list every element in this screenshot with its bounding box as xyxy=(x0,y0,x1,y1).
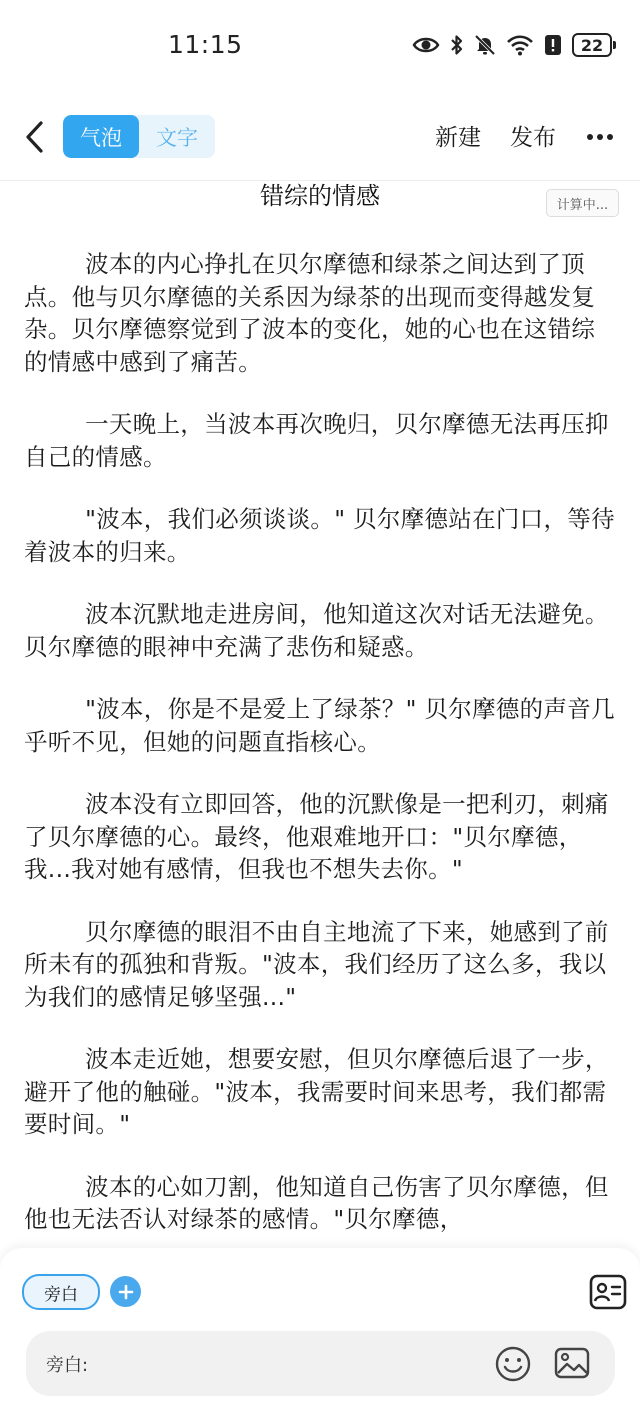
publish-button[interactable]: 发布 xyxy=(510,125,556,151)
eye-icon xyxy=(412,35,440,55)
top-toolbar xyxy=(0,95,640,181)
image-button[interactable] xyxy=(553,1344,591,1382)
status-icons xyxy=(412,33,616,57)
alert-icon xyxy=(544,34,562,56)
article-title: 错综的情感 xyxy=(260,182,380,210)
article-paragraph: 波本的内心挣扎在贝尔摩德和绿茶之间达到了顶点。他与贝尔摩德的关系因为绿茶的出现而变得越发复杂。贝尔摩德察觉到了波本的变化，她的心也在这错综的情感中感到了痛苦。 xyxy=(24,250,596,376)
article-body[interactable] xyxy=(24,248,618,1248)
word-count-badge: 计算中... xyxy=(546,189,619,217)
battery-level: 22 xyxy=(572,33,612,57)
back-button[interactable] xyxy=(14,115,54,159)
wifi-icon xyxy=(506,34,534,56)
plus-icon xyxy=(118,1284,134,1300)
status-bar xyxy=(0,0,640,95)
back-arrow-icon xyxy=(23,120,45,154)
contacts-icon xyxy=(588,1272,628,1312)
article-paragraph: 波本沉默地走进房间，他知道这次对话无法避免。贝尔摩德的眼神中充满了悲伤和疑惑。 xyxy=(24,600,609,661)
mode-text-button[interactable]: 文字 xyxy=(156,125,198,150)
bluetooth-icon xyxy=(450,34,464,56)
input-role-label: 旁白: xyxy=(46,1355,89,1376)
add-role-button[interactable] xyxy=(110,1276,141,1307)
contacts-button[interactable] xyxy=(588,1272,628,1312)
article-paragraph: "波本，你是不是爱上了绿茶？" 贝尔摩德的声音几乎听不见，但她的问题直指核心。 xyxy=(24,695,615,756)
article-paragraph: 波本没有立即回答，他的沉默像是一把利刃，刺痛了贝尔摩德的心。最终，他艰难地开口："贝尔摩德，我...我对她有感情，但我也不想失去你。" xyxy=(24,790,609,883)
article-paragraph: 贝尔摩德的眼泪不由自主地流了下来，她感到了前所未有的孤独和背叛。"波本，我们经历了这么多，我以为我们的感情足够坚强..." xyxy=(24,917,609,1011)
more-icon xyxy=(586,133,614,141)
article-paragraph: "波本，我们必须谈谈。" 贝尔摩德站在门口，等待着波本的归来。 xyxy=(24,505,615,566)
new-button[interactable]: 新建 xyxy=(435,125,481,151)
role-chip-narration[interactable]: 旁白 xyxy=(22,1274,100,1310)
article-paragraph: 波本的心如刀割，他知道自己伤害了贝尔摩德，但他也无法否认对绿茶的感情。"贝尔摩德， xyxy=(24,1172,609,1233)
status-time: 11:15 xyxy=(168,30,243,59)
battery-icon xyxy=(572,33,616,57)
mute-bell-icon xyxy=(474,34,496,56)
article-paragraph: 一天晚上，当波本再次晚归，贝尔摩德无法再压抑自己的情感。 xyxy=(24,410,609,471)
more-button[interactable] xyxy=(586,123,614,151)
image-icon xyxy=(553,1344,591,1382)
message-input[interactable] xyxy=(26,1331,615,1396)
composer-panel xyxy=(0,1248,640,1422)
mode-bubble-button[interactable]: 气泡 xyxy=(63,115,139,158)
emoji-icon xyxy=(494,1345,532,1383)
mode-toggle xyxy=(63,115,215,158)
article-paragraph: 波本走近她，想要安慰，但贝尔摩德后退了一步，避开了他的触碰。"波本，我需要时间来思考，我们都需要时间。" xyxy=(24,1045,609,1138)
emoji-button[interactable] xyxy=(494,1345,532,1383)
